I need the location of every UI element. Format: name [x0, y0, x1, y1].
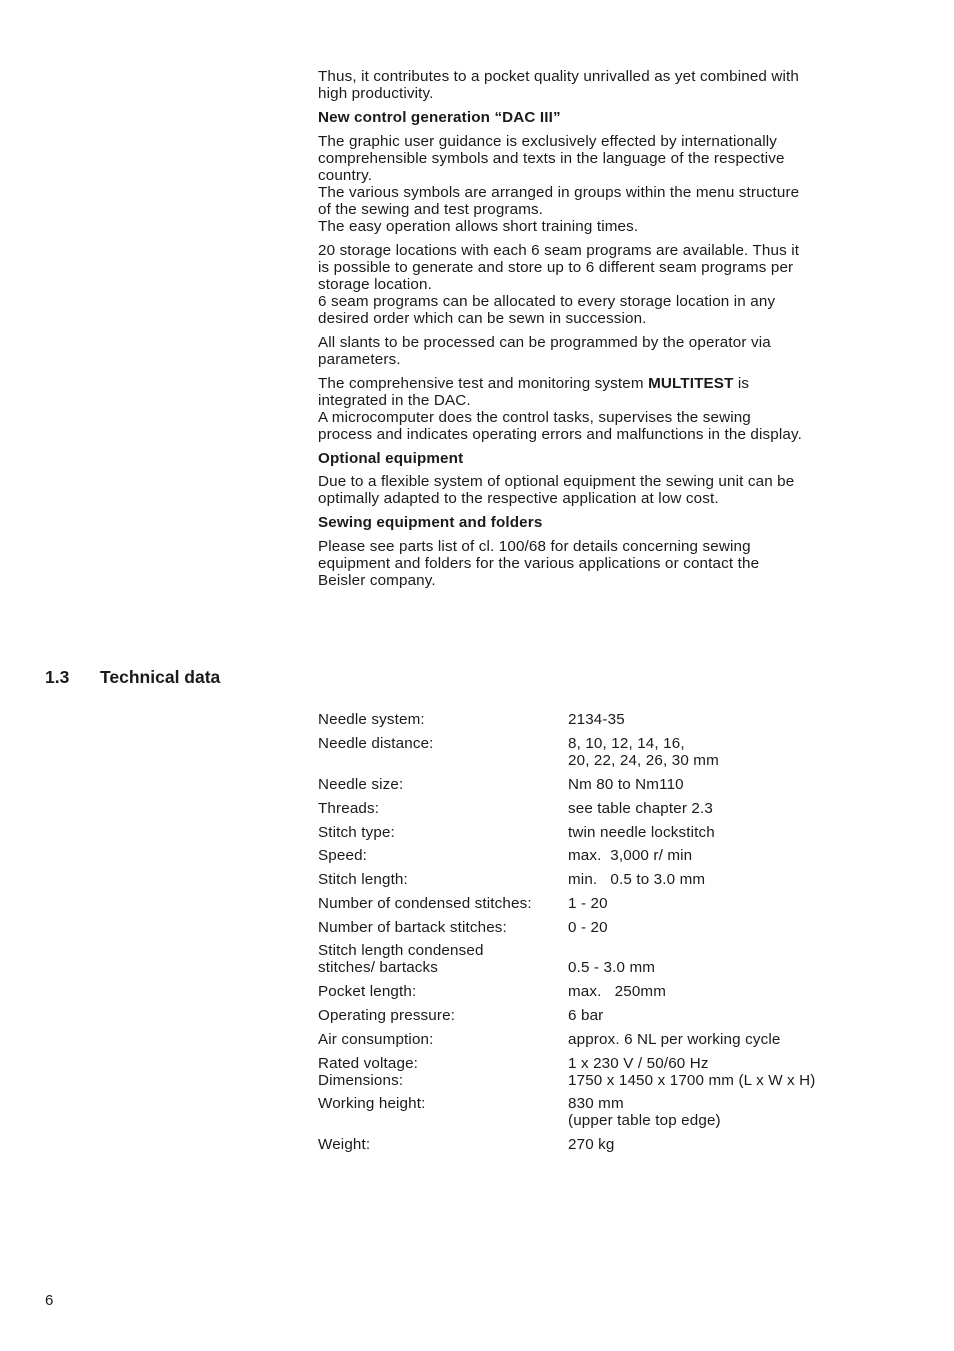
spec-label: Weight:	[318, 1136, 371, 1153]
text-line: Beisler company.	[318, 572, 436, 589]
spec-label: Needle size:	[318, 776, 404, 793]
spec-label: Stitch length:	[318, 871, 408, 888]
text-line: optimally adapted to the respective application at low cost.	[318, 490, 719, 507]
text-line: parameters.	[318, 351, 401, 368]
text-line: is possible to generate and store up to 6 different seam programs per	[318, 259, 794, 276]
control-paragraph-3	[318, 334, 868, 368]
folders-paragraph	[318, 538, 868, 589]
spec-value: approx. 6 NL per working cycle	[568, 1031, 781, 1048]
spec-label: Pocket length:	[318, 983, 417, 1000]
spec-label: Number of condensed stitches:	[318, 895, 532, 912]
text-line: Due to a flexible system of optional equipment the sewing unit can be	[318, 473, 795, 490]
text-line: The easy operation allows short training times.	[318, 218, 639, 235]
section-title: Technical data	[100, 667, 221, 687]
spec-label: Stitch type:	[318, 824, 395, 841]
spec-value: twin needle lockstitch	[568, 824, 715, 841]
text-line: of the sewing and test programs.	[318, 201, 544, 218]
text-line: high productivity.	[318, 85, 434, 102]
spec-value: min. 0.5 to 3.0 mm	[568, 871, 706, 888]
text-run: The comprehensive test and monitoring system	[318, 375, 649, 392]
page-number: 6	[45, 1292, 54, 1309]
heading-sewing-equipment: Sewing equipment and folders	[318, 514, 543, 531]
heading-optional-equipment: Optional equipment	[318, 450, 464, 467]
spec-value: 0 - 20	[568, 919, 608, 936]
text-line: The graphic user guidance is exclusively effected by internationally	[318, 133, 778, 150]
text-line: All slants to be processed can be programmed by the operator via	[318, 334, 771, 351]
heading-dac-iii: New control generation “DAC III”	[318, 109, 561, 126]
spec-value: max. 250mm	[568, 983, 667, 1000]
text-line: Please see parts list of cl. 100/68 for details concerning sewing	[318, 538, 751, 555]
spec-label: Operating pressure:	[318, 1007, 456, 1024]
section-number: 1.3	[45, 667, 70, 687]
spec-value: max. 3,000 r/ min	[568, 847, 693, 864]
control-paragraph-1	[318, 133, 868, 235]
spec-value: see table chapter 2.3	[568, 800, 713, 817]
spec-value: 830 mm	[568, 1095, 624, 1112]
spec-value: 20, 22, 24, 26, 30 mm	[568, 752, 719, 769]
spec-label: Speed:	[318, 847, 368, 864]
text-line	[318, 375, 868, 392]
text-line: Thus, it contributes to a pocket quality unrivalled as yet combined with	[318, 68, 800, 85]
spec-label: Working height:	[318, 1095, 426, 1112]
text-line: equipment and folders for the various applications or contact the	[318, 555, 760, 572]
text-line: comprehensible symbols and texts in the language of the respective	[318, 150, 785, 167]
spec-value: 1750 x 1450 x 1700 mm (L x W x H)	[568, 1072, 816, 1089]
spec-value: 1 x 230 V / 50/60 Hz	[568, 1055, 709, 1072]
spec-label: stitches/ bartacks	[318, 959, 439, 976]
spec-label: Needle system:	[318, 711, 425, 728]
spec-value: 8, 10, 12, 14, 16,	[568, 735, 685, 752]
text-line: A microcomputer does the control tasks, supervises the sewing	[318, 409, 751, 426]
spec-value: 1 - 20	[568, 895, 608, 912]
spec-label: Air consumption:	[318, 1031, 434, 1048]
spec-label: Rated voltage:	[318, 1055, 419, 1072]
text-line: country.	[318, 167, 373, 184]
spec-label: Dimensions:	[318, 1072, 404, 1089]
spec-label: Number of bartack stitches:	[318, 919, 507, 936]
text-run: is	[733, 375, 750, 392]
intro-paragraph	[318, 68, 868, 102]
text-line: integrated in the DAC.	[318, 392, 471, 409]
text-line: The various symbols are arranged in groups within the menu structure	[318, 184, 800, 201]
control-paragraph-4	[318, 375, 868, 443]
spec-value: 0.5 - 3.0 mm	[568, 959, 656, 976]
optional-paragraph	[318, 473, 868, 507]
spec-value: Nm 80 to Nm110	[568, 776, 684, 793]
text-line: 20 storage locations with each 6 seam programs are available. Thus it	[318, 242, 800, 259]
spec-label: Stitch length condensed	[318, 942, 484, 959]
spec-value: 2134-35	[568, 711, 625, 728]
spec-value: 270 kg	[568, 1136, 615, 1153]
text-line: desired order which can be sewn in succession.	[318, 310, 647, 327]
multitest-term: MULTITEST	[648, 375, 734, 392]
text-line: storage location.	[318, 276, 432, 293]
spec-label: Threads:	[318, 800, 380, 817]
spec-value: (upper table top edge)	[568, 1112, 721, 1129]
text-line: 6 seam programs can be allocated to every storage location in any	[318, 293, 776, 310]
spec-label: Needle distance:	[318, 735, 434, 752]
control-paragraph-2	[318, 242, 868, 327]
text-line: process and indicates operating errors and malfunctions in the display.	[318, 426, 802, 443]
spec-value: 6 bar	[568, 1007, 604, 1024]
